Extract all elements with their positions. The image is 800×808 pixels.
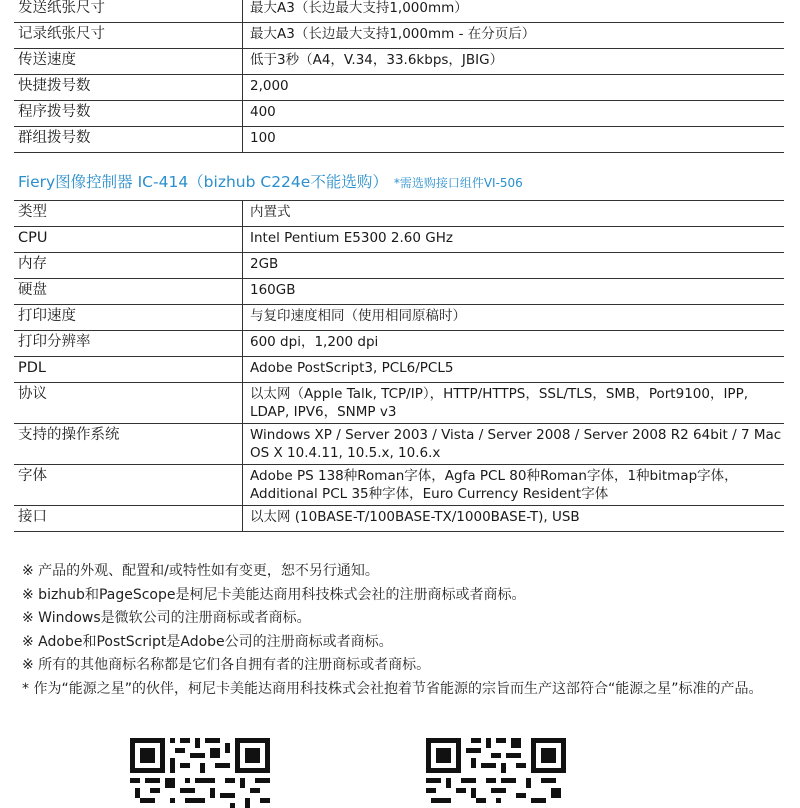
footnote: ※ 产品的外观、配置和/或特性如有变更，恕不另行通知。 bbox=[22, 563, 379, 579]
spec-value: 低于3秒（A4，V.34，33.6kbps，JBIG） bbox=[243, 49, 785, 75]
spec-label: 发送纸张尺寸 bbox=[14, 0, 243, 23]
section-title: Fiery图像控制器 IC-414（bizhub C224e不能选购） bbox=[18, 173, 388, 191]
spec-label: 类型 bbox=[14, 201, 243, 227]
table-row bbox=[14, 253, 784, 279]
spec-value: Intel Pentium E5300 2.60 GHz bbox=[243, 227, 785, 253]
table-row bbox=[14, 127, 784, 153]
table-row bbox=[14, 424, 784, 465]
footnote: * 作为“能源之星”的伙伴，柯尼卡美能达商用科技株式会社抱着节省能源的宗旨而生产这部符合“能源之星”标准的产品。 bbox=[22, 680, 763, 697]
footnote: ※ bizhub和PageScope是柯尼卡美能达商用科技株式会社的注册商标或者商标。 bbox=[22, 586, 526, 603]
spec-value: 160GB bbox=[243, 279, 785, 305]
fiery-spec-table bbox=[14, 200, 784, 532]
spec-label: 传送速度 bbox=[14, 49, 243, 75]
spec-value: 100 bbox=[243, 127, 785, 153]
table-row bbox=[14, 227, 784, 253]
spec-label: 字体 bbox=[14, 465, 243, 506]
spec-value: 最大A3（长边最大支持1,000mm - 在分页后） bbox=[243, 23, 785, 49]
table-row bbox=[14, 279, 784, 305]
table-row bbox=[14, 331, 784, 357]
spec-value: 与复印速度相同（使用相同原稿时） bbox=[243, 305, 785, 331]
spec-label: 程序拨号数 bbox=[14, 101, 243, 127]
spec-label: 支持的操作系统 bbox=[14, 424, 243, 465]
qr-code-icon bbox=[130, 738, 270, 808]
spec-label: 群组拨号数 bbox=[14, 127, 243, 153]
table-row bbox=[14, 201, 784, 227]
spec-label: 接口 bbox=[14, 506, 243, 532]
footnote: ※ Windows是微软公司的注册商标或者商标。 bbox=[22, 610, 311, 626]
spec-value: 2GB bbox=[243, 253, 785, 279]
table-row bbox=[14, 383, 784, 424]
spec-label: 打印速度 bbox=[14, 305, 243, 331]
qr-code-icon bbox=[426, 738, 566, 808]
table-row bbox=[14, 0, 784, 23]
spec-value: 以太网（Apple Talk, TCP/IP），HTTP/HTTPS，SSL/TLS，SMB，Port9100，IPP, LDAP, IPV6，SNMP v3 bbox=[243, 383, 785, 424]
spec-value: 最大A3（长边最大支持1,000mm） bbox=[243, 0, 785, 23]
spec-value: 以太网 (10BASE-T/100BASE-TX/1000BASE-T), USB bbox=[243, 506, 785, 532]
table-row bbox=[14, 465, 784, 506]
table-row bbox=[14, 75, 784, 101]
footnote: ※ Adobe和PostScript是Adobe公司的注册商标或者商标。 bbox=[22, 633, 393, 650]
table-row bbox=[14, 506, 784, 532]
spec-label: 内存 bbox=[14, 253, 243, 279]
spec-value: Adobe PS 138种Roman字体，Agfa PCL 80种Roman字体，1种bitmap字体，Additional PCL 35种字体，Euro Currency Resident字体 bbox=[243, 465, 785, 506]
spec-label: 记录纸张尺寸 bbox=[14, 23, 243, 49]
fax-spec-table bbox=[14, 0, 784, 153]
spec-label: 快捷拨号数 bbox=[14, 75, 243, 101]
table-row bbox=[14, 101, 784, 127]
spec-label: 协议 bbox=[14, 383, 243, 424]
fiery-section-heading bbox=[18, 170, 523, 192]
spec-value: Adobe PostScript3, PCL6/PCL5 bbox=[243, 357, 785, 383]
spec-label: 硬盘 bbox=[14, 279, 243, 305]
section-note: *需选购接口组件VI-506 bbox=[393, 176, 523, 190]
table-row bbox=[14, 305, 784, 331]
footnotes bbox=[22, 560, 792, 701]
table-row bbox=[14, 49, 784, 75]
spec-label: CPU bbox=[14, 227, 243, 253]
spec-value: 2,000 bbox=[243, 75, 785, 101]
table-row bbox=[14, 357, 784, 383]
spec-label: 打印分辨率 bbox=[14, 331, 243, 357]
footnote: ※ 所有的其他商标名称都是它们各自拥有者的注册商标或者商标。 bbox=[22, 657, 431, 673]
spec-label: PDL bbox=[14, 357, 243, 383]
table-row bbox=[14, 23, 784, 49]
spec-value: 600 dpi，1,200 dpi bbox=[243, 331, 785, 357]
spec-value: Windows XP / Server 2003 / Vista / Server 2008 / Server 2008 R2 64bit / 7 Mac OS X 10.4.11, 10.5.x, 10.6.x bbox=[243, 424, 785, 465]
spec-value: 400 bbox=[243, 101, 785, 127]
spec-value: 内置式 bbox=[243, 201, 785, 227]
